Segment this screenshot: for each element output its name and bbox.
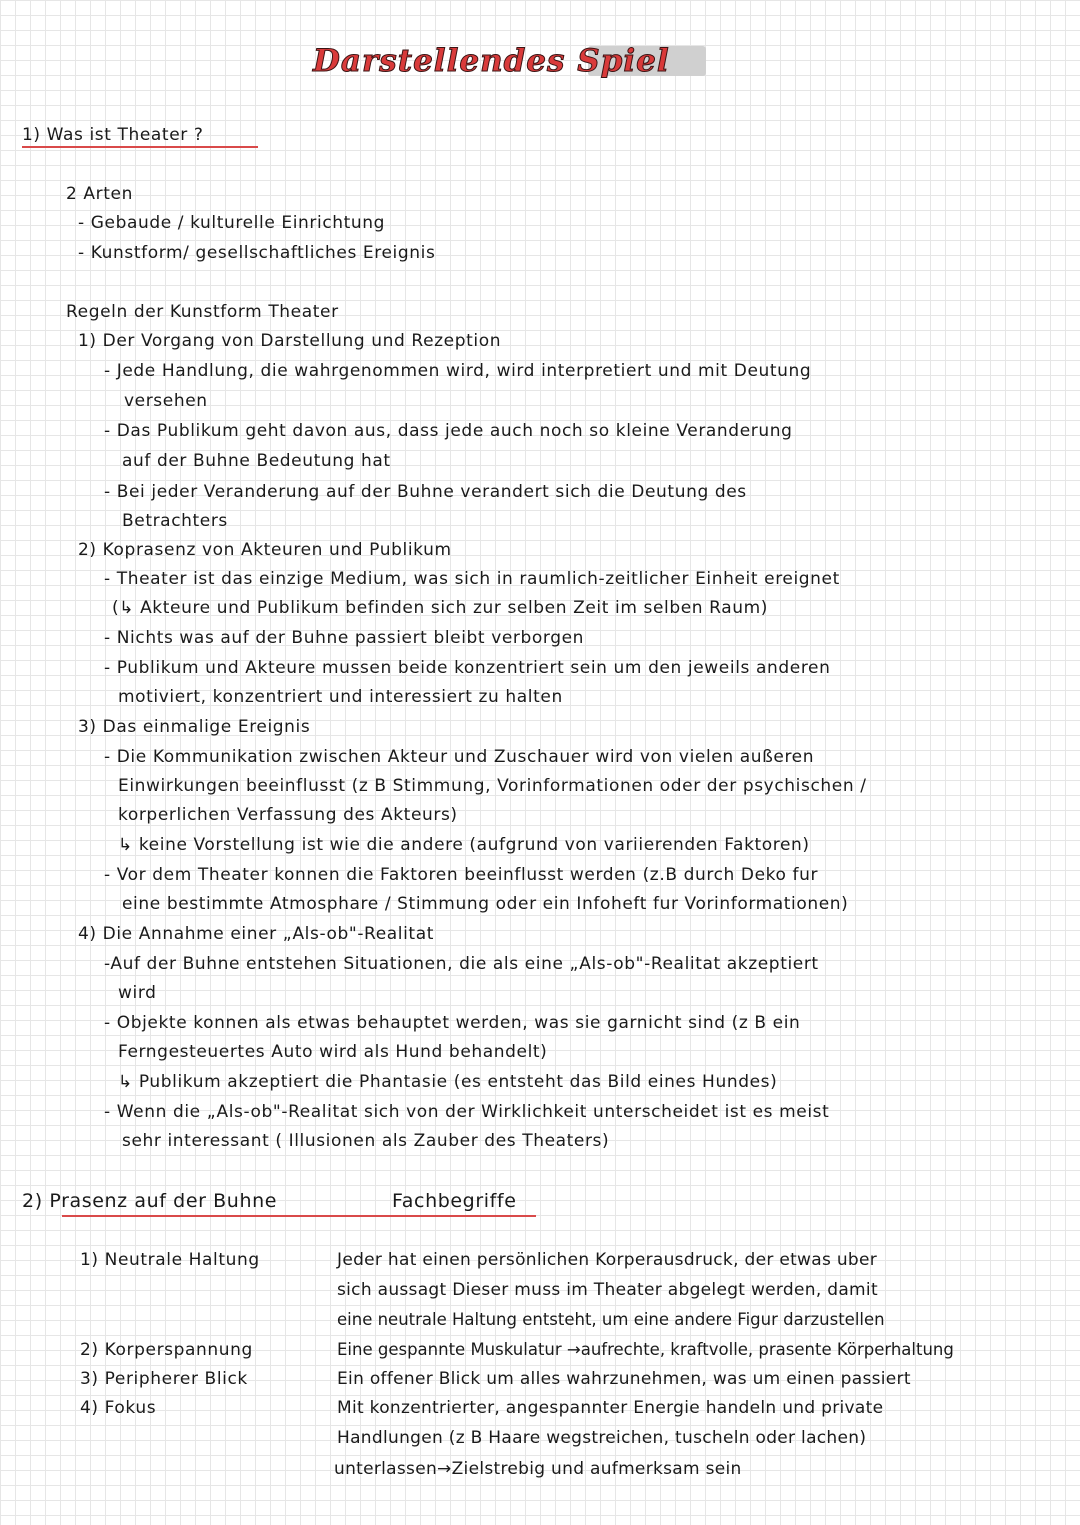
rule-line: - Nichts was auf der Buhne passiert bleibt verborgen — [104, 628, 585, 648]
rule-line: - Theater ist das einzige Medium, was sich in raumlich-zeitlicher Einheit ereignet — [104, 569, 840, 589]
definition-line: Handlungen (z B Haare wegstreichen, tuscheln oder lachen) — [337, 1428, 867, 1448]
arten-item: - Gebaude / kulturelle Einrichtung — [78, 213, 386, 233]
term: 1) Neutrale Haltung — [80, 1250, 260, 1270]
rule-line: - Objekte konnen als etwas behauptet werden, was sie garnicht sind (z B ein — [104, 1013, 801, 1033]
term: 4) Fokus — [80, 1398, 157, 1418]
rule-line: Einwirkungen beeinflusst (z B Stimmung, Vorinformationen oder der psychischen / — [118, 776, 867, 796]
rule-3-title: 3) Das einmalige Ereignis — [78, 717, 311, 737]
section-2-heading: 2) Prasenz auf der Buhne — [22, 1190, 278, 1212]
rule-line: Ferngesteuertes Auto wird als Hund behandelt) — [118, 1042, 548, 1062]
rule-line: - Vor dem Theater konnen die Faktoren beeinflusst werden (z.B durch Deko fur — [104, 865, 819, 885]
rule-line: - Das Publikum geht davon aus, dass jede auch noch so kleine Veranderung — [104, 421, 793, 441]
definition-line: eine neutrale Haltung entsteht, um eine andere Figur darzustellen — [337, 1310, 885, 1329]
rule-line: - Publikum und Akteure mussen beide konzentriert sein um den jeweils anderen — [104, 658, 831, 678]
section-1-heading: 1) Was ist Theater ? — [22, 125, 204, 145]
definition-line: sich aussagt Dieser muss im Theater abgelegt werden, damit — [337, 1280, 878, 1300]
section-2-underline — [62, 1215, 536, 1217]
rule-line: -Auf der Buhne entstehen Situationen, die als eine „Als-ob"-Realitat akzeptiert — [104, 954, 819, 974]
term: 2) Korperspannung — [80, 1340, 253, 1360]
rule-line: wird — [118, 983, 157, 1003]
page-title: Darstellendes Spiel — [313, 43, 670, 79]
rule-line: motiviert, konzentriert und interessiert zu halten — [118, 687, 563, 707]
definition-line: Eine gespannte Muskulatur →aufrechte, kraftvolle, prasente Körperhaltung — [337, 1340, 954, 1359]
rule-line: - Bei jeder Veranderung auf der Buhne verandert sich die Deutung des — [104, 482, 747, 502]
rule-line: - Jede Handlung, die wahrgenommen wird, wird interpretiert und mit Deutung — [104, 361, 812, 381]
rule-line: Betrachters — [122, 511, 228, 531]
rule-1-title: 1) Der Vorgang von Darstellung und Rezeption — [78, 331, 502, 351]
definition-line: unterlassen→Zielstrebig und aufmerksam sein — [334, 1459, 742, 1479]
definition-line: Mit konzentrierter, angespannter Energie handeln und private — [337, 1398, 884, 1418]
definition-line: Ein offener Blick um alles wahrzunehmen, was um einen passiert — [337, 1369, 911, 1389]
rule-line: - Die Kommunikation zwischen Akteur und Zuschauer wird von vielen außeren — [104, 747, 815, 767]
arten-item: - Kunstform/ gesellschaftliches Ereignis — [78, 243, 436, 263]
definition-line: Jeder hat einen persönlichen Korperausdruck, der etwas uber — [337, 1250, 878, 1270]
regeln-heading: Regeln der Kunstform Theater — [66, 302, 339, 322]
rule-line: ↳ keine Vorstellung ist wie die andere (aufgrund von variierenden Faktoren) — [118, 835, 810, 855]
arten-label: 2 Arten — [66, 184, 133, 204]
section-1-underline — [22, 146, 258, 148]
rule-line: korperlichen Verfassung des Akteurs) — [118, 805, 458, 825]
rule-line: - Wenn die „Als-ob"-Realitat sich von der Wirklichkeit unterscheidet ist es meist — [104, 1102, 830, 1122]
rule-line: versehen — [124, 391, 208, 411]
rule-line: (↳ Akteure und Publikum befinden sich zur selben Zeit im selben Raum) — [112, 598, 768, 618]
rule-4-title: 4) Die Annahme einer „Als-ob"-Realitat — [78, 924, 434, 944]
rule-line: ↳ Publikum akzeptiert die Phantasie (es entsteht das Bild eines Hundes) — [118, 1072, 778, 1092]
rule-2-title: 2) Koprasenz von Akteuren und Publikum — [78, 540, 452, 560]
rule-line: auf der Buhne Bedeutung hat — [122, 451, 391, 471]
section-2-subheading: Fachbegriffe — [392, 1190, 517, 1212]
term: 3) Peripherer Blick — [80, 1369, 248, 1389]
rule-line: sehr interessant ( Illusionen als Zauber des Theaters) — [122, 1131, 610, 1151]
rule-line: eine bestimmte Atmosphare / Stimmung oder ein Infoheft fur Vorinformationen) — [122, 894, 849, 914]
